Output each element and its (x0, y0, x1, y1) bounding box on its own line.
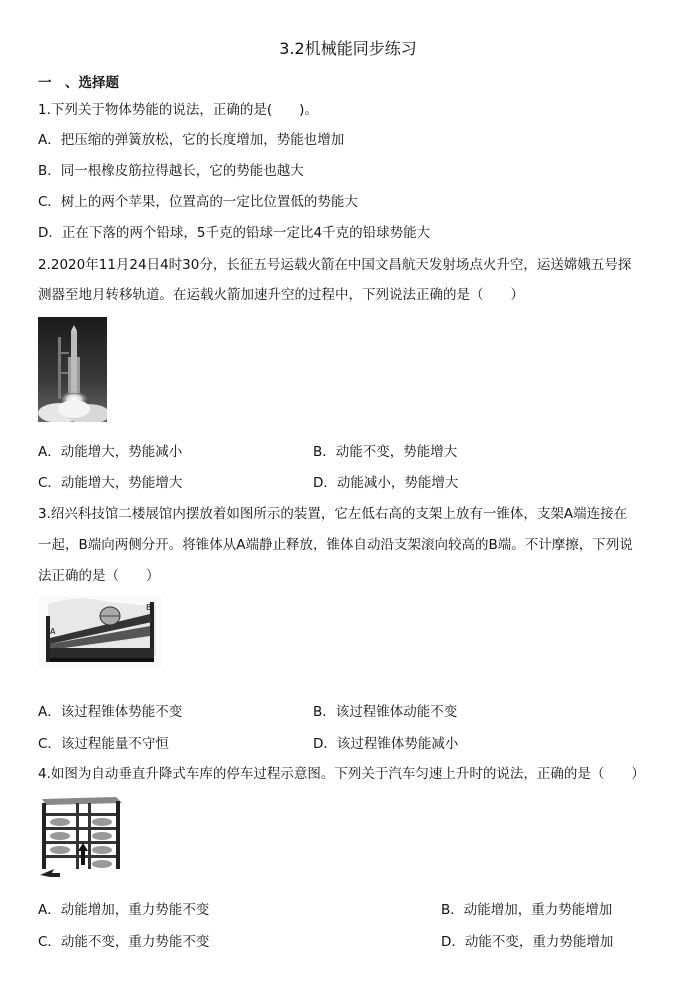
q4-option-d: D．动能不变，重力势能增加 (441, 934, 614, 950)
q3-option-b: B．该过程锥体动能不变 (313, 704, 458, 720)
q4-option-c: C．动能不变，重力势能不变 (38, 934, 210, 950)
cone-track-figure (38, 596, 162, 668)
page-title: 3.2机械能同步练习 (279, 39, 417, 58)
q3-stem-line2: 一起，B端向两侧分开。将锥体从A端静止释放，锥体自动沿支架滚向较高的B端。不计摩擦，下列说 (38, 537, 633, 553)
q4-option-a: A．动能增加，重力势能不变 (38, 902, 210, 918)
rocket-launch-figure (38, 317, 107, 422)
parking-garage-illustration (36, 795, 126, 879)
q1-option-b: B．同一根橡皮筋拉得越长，它的势能也越大 (38, 163, 304, 179)
q2-option-c: C．动能增大，势能增大 (38, 475, 183, 491)
q2-option-a: A．动能增大，势能减小 (38, 444, 183, 460)
q1-stem: 1.下列关于物体势能的说法，正确的是( )。 (38, 102, 318, 118)
fig-label-a: A (50, 627, 56, 636)
q4-stem: 4.如图为自动垂直升降式车库的停车过程示意图。下列关于汽车匀速上升时的说法，正确的是（ ） (38, 766, 645, 782)
q2-stem-line2: 测器至地月转移轨道。在运载火箭加速升空的过程中，下列说法正确的是（ ） (38, 287, 524, 303)
section-heading: 一 、选择题 (38, 75, 119, 91)
cone-track-illustration (38, 596, 162, 668)
q2-option-d: D．动能减小，势能增大 (313, 475, 459, 491)
parking-garage-figure (36, 795, 126, 879)
rocket-launch-illustration (38, 317, 107, 422)
q4-option-b: B．动能增加，重力势能增加 (441, 902, 613, 918)
q2-stem-line1: 2.2020年11月24日4时30分，长征五号运载火箭在中国文昌航天发射场点火升空，运送嫦娥五号探 (38, 257, 632, 273)
q2-option-b: B．动能不变，势能增大 (313, 444, 458, 460)
q3-option-d: D．该过程锥体势能减小 (313, 736, 459, 752)
q3-stem-line1: 3.绍兴科技馆二楼展馆内摆放着如图所示的装置，它左低右高的支架上放有一锥体，支架A端连接在 (38, 506, 628, 522)
q1-option-a: A．把压缩的弹簧放松，它的长度增加，势能也增加 (38, 132, 345, 148)
q3-stem-line3: 法正确的是（ ） (38, 568, 160, 584)
q1-option-c: C．树上的两个苹果，位置高的一定比位置低的势能大 (38, 194, 358, 210)
q1-option-d: D．正在下落的两个铅球，5千克的铅球一定比4千克的铅球势能大 (38, 225, 431, 241)
fig-label-b: B (146, 603, 152, 612)
q3-option-c: C．该过程能量不守恒 (38, 736, 169, 752)
q3-option-a: A．该过程锥体势能不变 (38, 704, 183, 720)
